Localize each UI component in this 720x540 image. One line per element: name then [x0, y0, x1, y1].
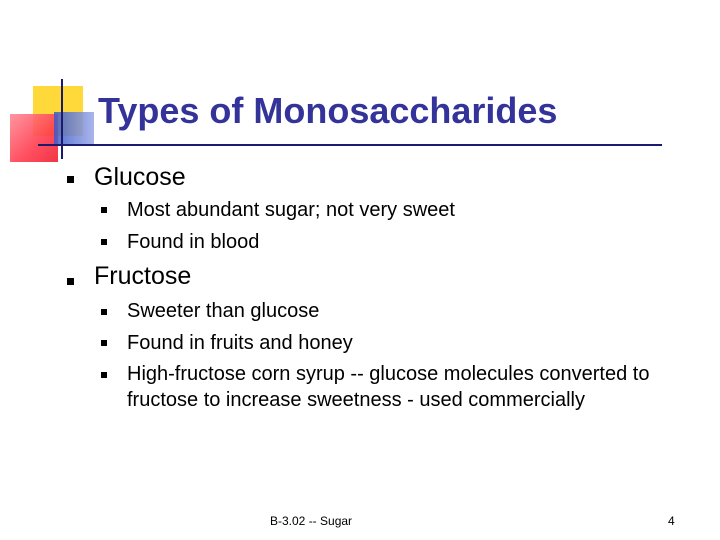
bullet-icon	[67, 278, 74, 285]
slide-title: Types of Monosaccharides	[98, 90, 558, 131]
list-item: High-fructose corn syrup -- glucose molecules converted to fructose to increase sweetness - used commercially	[127, 363, 650, 411]
bullet-icon	[101, 372, 107, 378]
title-underline	[38, 144, 662, 146]
decor-red-square	[10, 114, 58, 162]
decor-blue-square	[54, 112, 94, 144]
list-item: Found in fruits and honey	[127, 332, 353, 354]
page-number: 4	[668, 514, 675, 528]
bullet-icon	[67, 176, 74, 183]
list-item: Found in blood	[127, 231, 260, 253]
list-item: Most abundant sugar; not very sweet	[127, 199, 455, 221]
list-item: Sweeter than glucose	[127, 300, 320, 322]
bullet-icon	[101, 239, 107, 245]
bullet-icon	[101, 309, 107, 315]
footer-text: B-3.02 -- Sugar	[270, 514, 353, 528]
bullet-icon	[101, 340, 107, 346]
section-heading-glucose: Glucose	[94, 163, 186, 191]
decor-vertical-line	[61, 79, 63, 159]
section-heading-fructose: Fructose	[94, 262, 192, 290]
bullet-icon	[101, 207, 107, 213]
